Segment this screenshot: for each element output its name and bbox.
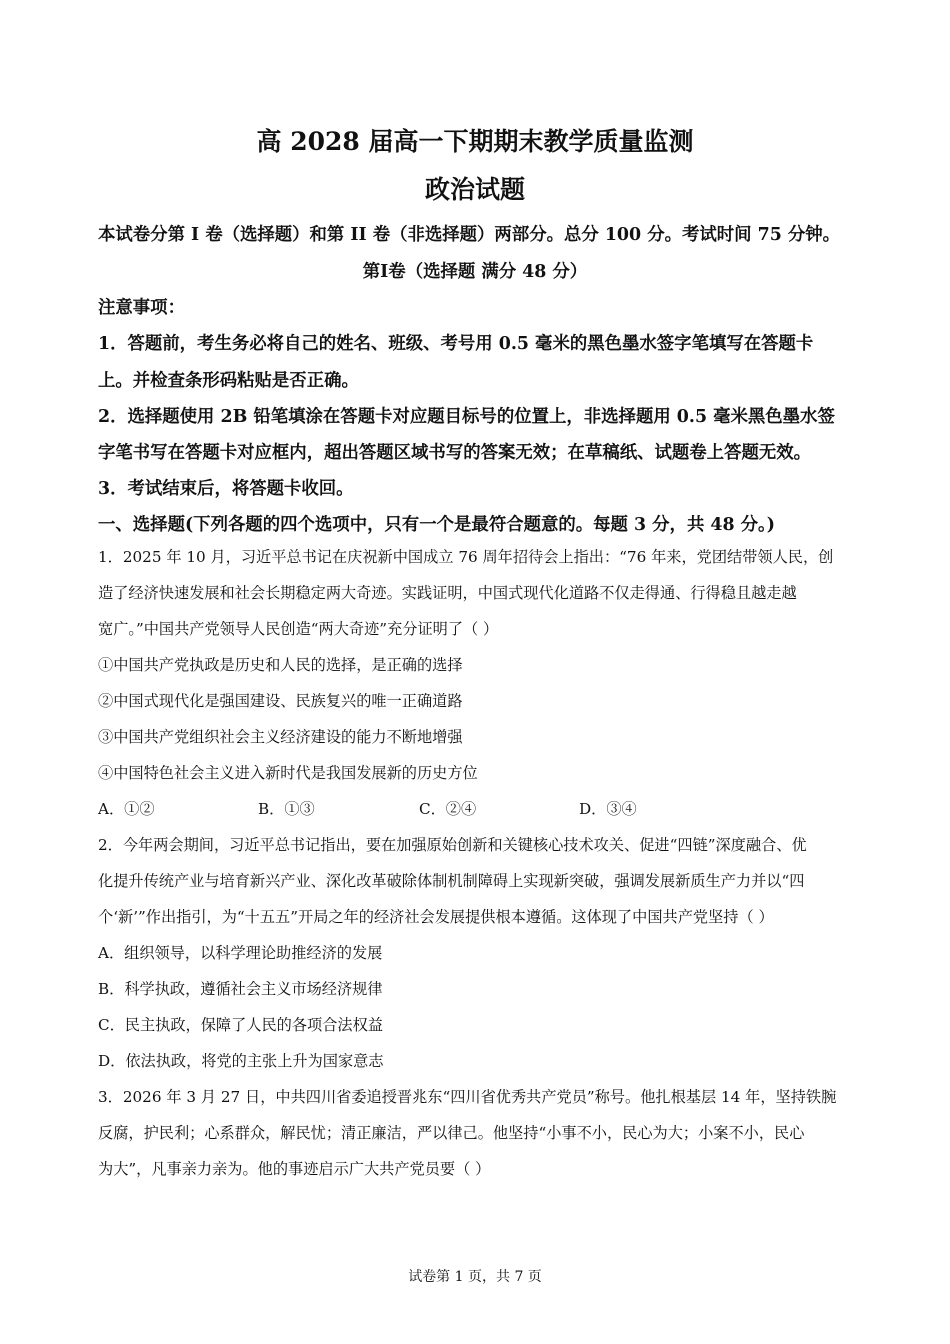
q1-options bbox=[98, 798, 858, 822]
q1-stem-line: 宽广。”中国共产党领导人民创造“两大奇迹”充分证明了（ ） bbox=[98, 620, 499, 638]
q2-option-a: A．组织领导，以科学理论助推经济的发展 bbox=[98, 944, 383, 962]
exam-title: 高 2028 届高一下期期末教学质量监测 bbox=[256, 127, 694, 156]
q2-stem-line: 化提升传统产业与培育新兴产业、深化改革破除体制机制障碍上实现新突破，强调发展新质生产力并以“四 bbox=[98, 872, 805, 890]
q1-option-c: C．②④ bbox=[419, 800, 477, 818]
q2-option-c: C．民主执政，保障了人民的各项合法权益 bbox=[98, 1016, 383, 1034]
q1-option-b: B．①③ bbox=[258, 800, 315, 818]
q1-statement: ④中国特色社会主义进入新时代是我国发展新的历史方位 bbox=[98, 764, 478, 782]
notes-line: 字笔书写在答题卡对应框内，超出答题区域书写的答案无效；在草稿纸、试题卷上答题无效。 bbox=[98, 443, 812, 463]
notes-line: 上。并检查条形码粘贴是否正确。 bbox=[98, 371, 359, 391]
q3-stem-line: 为大”，凡事亲力亲为。他的事迹启示广大共产党员要（ ） bbox=[98, 1160, 491, 1178]
exam-intro: 本试卷分第 I 卷（选择题）和第 II 卷（非选择题）两部分。总分 100 分。考试时间 75 分钟。 bbox=[98, 225, 841, 245]
q2-option-b: B．科学执政，遵循社会主义市场经济规律 bbox=[98, 980, 383, 998]
q1-statement: ③中国共产党组织社会主义经济建设的能力不断地增强 bbox=[98, 728, 463, 746]
page-footer: 试卷第 1 页，共 7 页 bbox=[408, 1269, 542, 1285]
notes-heading: 注意事项： bbox=[98, 298, 185, 318]
q1-option-d: D．③④ bbox=[579, 800, 637, 818]
notes-line: 1．答题前，考生务必将自己的姓名、班级、考号用 0.5 毫米的黑色墨水签字笔填写在答题卡 bbox=[98, 334, 814, 354]
exam-subject: 政治试题 bbox=[424, 175, 525, 204]
part1-title: 第I卷（选择题 满分 48 分） bbox=[362, 262, 588, 282]
q2-option-d: D．依法执政，将党的主张上升为国家意志 bbox=[98, 1052, 384, 1070]
q1-option-a: A．①② bbox=[98, 800, 155, 818]
q3-stem-line: 3．2026 年 3 月 27 日，中共四川省委追授晋兆东“四川省优秀共产党员”称号。他扎根基层 14 年，坚持铁腕 bbox=[98, 1088, 837, 1106]
notes-line: 2．选择题使用 2B 铅笔填涂在答题卡对应题目标号的位置上，非选择题用 0.5 毫米黑色墨水签 bbox=[98, 407, 835, 427]
q2-stem-line: 个‘新’”作出指引，为“十五五”开局之年的经济社会发展提供根本遵循。这体现了中国共产党坚持（ ） bbox=[98, 908, 774, 926]
notes-line: 3．考试结束后，将答题卡收回。 bbox=[98, 479, 354, 499]
q3-stem-line: 反腐，护民利；心系群众，解民忧；清正廉洁，严以律己。他坚持“小事不小，民心为大；小案不小，民心 bbox=[98, 1124, 805, 1142]
q1-stem-line: 1．2025 年 10 月，习近平总书记在庆祝新中国成立 76 周年招待会上指出：“76 年来，党团结带领人民，创 bbox=[98, 548, 834, 566]
q1-statement: ①中国共产党执政是历史和人民的选择，是正确的选择 bbox=[98, 656, 463, 674]
q1-stem-line: 造了经济快速发展和社会长期稳定两大奇迹。实践证明，中国式现代化道路不仅走得通、行得稳且越走越 bbox=[98, 584, 797, 602]
section1-heading: 一、选择题(下列各题的四个选项中，只有一个是最符合题意的。每题 3 分，共 48 分。) bbox=[98, 515, 775, 535]
q2-stem-line: 2．今年两会期间，习近平总书记指出，要在加强原始创新和关键核心技术攻关、促进“四链”深度融合、优 bbox=[98, 836, 807, 854]
q1-statement: ②中国式现代化是强国建设、民族复兴的唯一正确道路 bbox=[98, 692, 463, 710]
